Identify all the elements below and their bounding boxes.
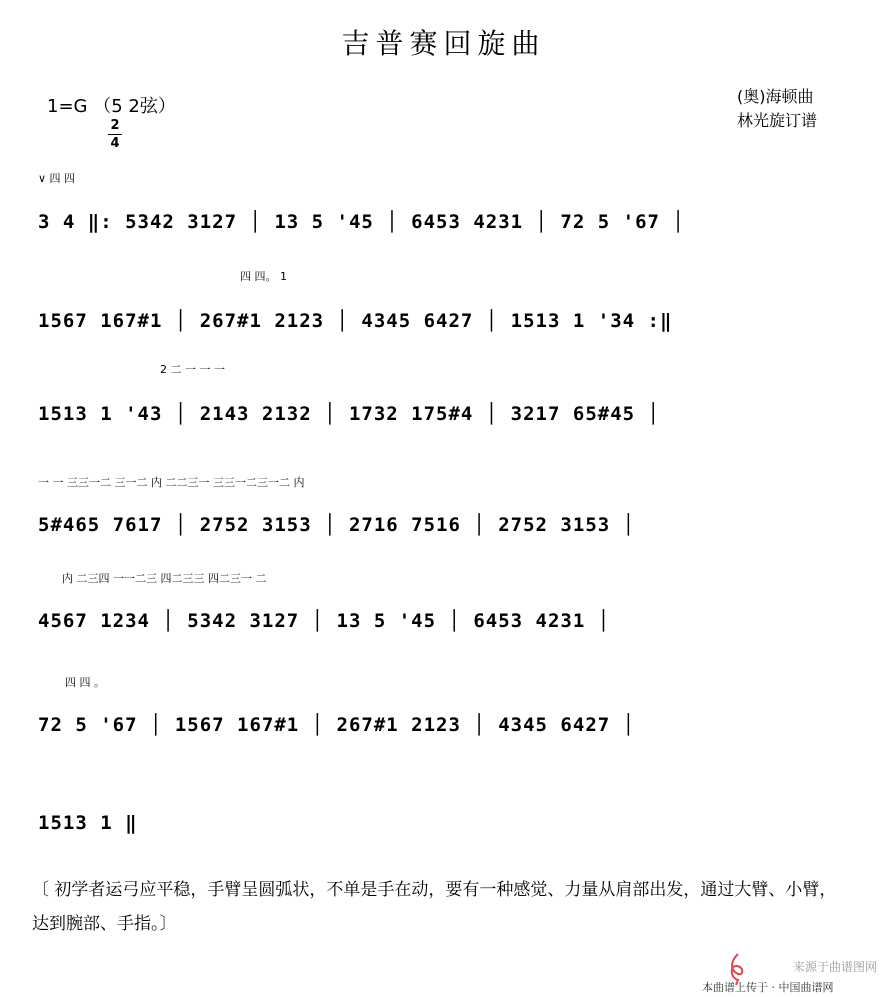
staff-line-1: [0, 170, 887, 260]
fingering-marks: ∨ 四 四: [38, 172, 76, 185]
staff-line-2: [0, 268, 887, 358]
staff-line-7: [0, 774, 887, 864]
source-text: 来源于曲谱图网: [792, 960, 877, 974]
fingering-marks: 2 二 一 一 一: [160, 363, 225, 376]
notation-line: 5#465 7617 │ 2752 3153 │ 2716 7516 │ 2752 3153 │: [38, 514, 636, 536]
notation-line: 1513 1 ‖: [38, 812, 138, 834]
arranger: 林光旋订谱: [737, 111, 818, 130]
performance-note: 〔 初学者运弓应平稳，手臂呈圆弧状，不单是手在动，要有一种感觉、力量从肩部出发，通过大臂、小臂，达到腕部、手指。〕: [32, 880, 837, 934]
time-signature-top: 2: [110, 118, 120, 133]
key-signature: 1=G （5 2弦）: [47, 96, 176, 117]
copyright-text: 本曲谱上传于 · 中国曲谱网: [702, 981, 834, 994]
time-signature-bottom: 4: [110, 136, 120, 151]
score-title: 吉普赛回旋曲: [341, 27, 546, 60]
notation-line: 1567 167#1 │ 267#1 2123 │ 4345 6427 │ 1513 1 '34 :‖: [38, 310, 673, 332]
notation-line: 3 4 ‖: 5342 3127 │ 13 5 '45 │ 6453 4231 │ 72 5 '67 │: [38, 211, 685, 233]
staff-line-3: [0, 361, 887, 451]
time-signature: [108, 118, 122, 151]
notation-line: 72 5 '67 │ 1567 167#1 │ 267#1 2123 │ 4345 6427 │: [38, 714, 636, 736]
notation-line: 4567 1234 │ 5342 3127 │ 13 5 '45 │ 6453 4231 │: [38, 610, 611, 632]
fingering-marks: 四 四。 1: [240, 270, 287, 283]
staff-line-4: [0, 456, 887, 546]
notation-line: 1513 1 '43 │ 2143 2132 │ 1732 175#4 │ 3217 65#45 │: [38, 403, 660, 425]
staff-line-6: [0, 674, 887, 764]
fingering-marks: 四 四 。: [65, 676, 105, 689]
composer: (奥)海顿曲: [737, 87, 814, 106]
fingering-marks: 内 二三四 一一二三 四二三三 四二三一 二: [62, 572, 267, 585]
staff-line-5: [0, 552, 887, 642]
fingering-marks: 一 一 三三一二 三一二 内 二二三一 三三一二三一二 内: [38, 476, 305, 489]
